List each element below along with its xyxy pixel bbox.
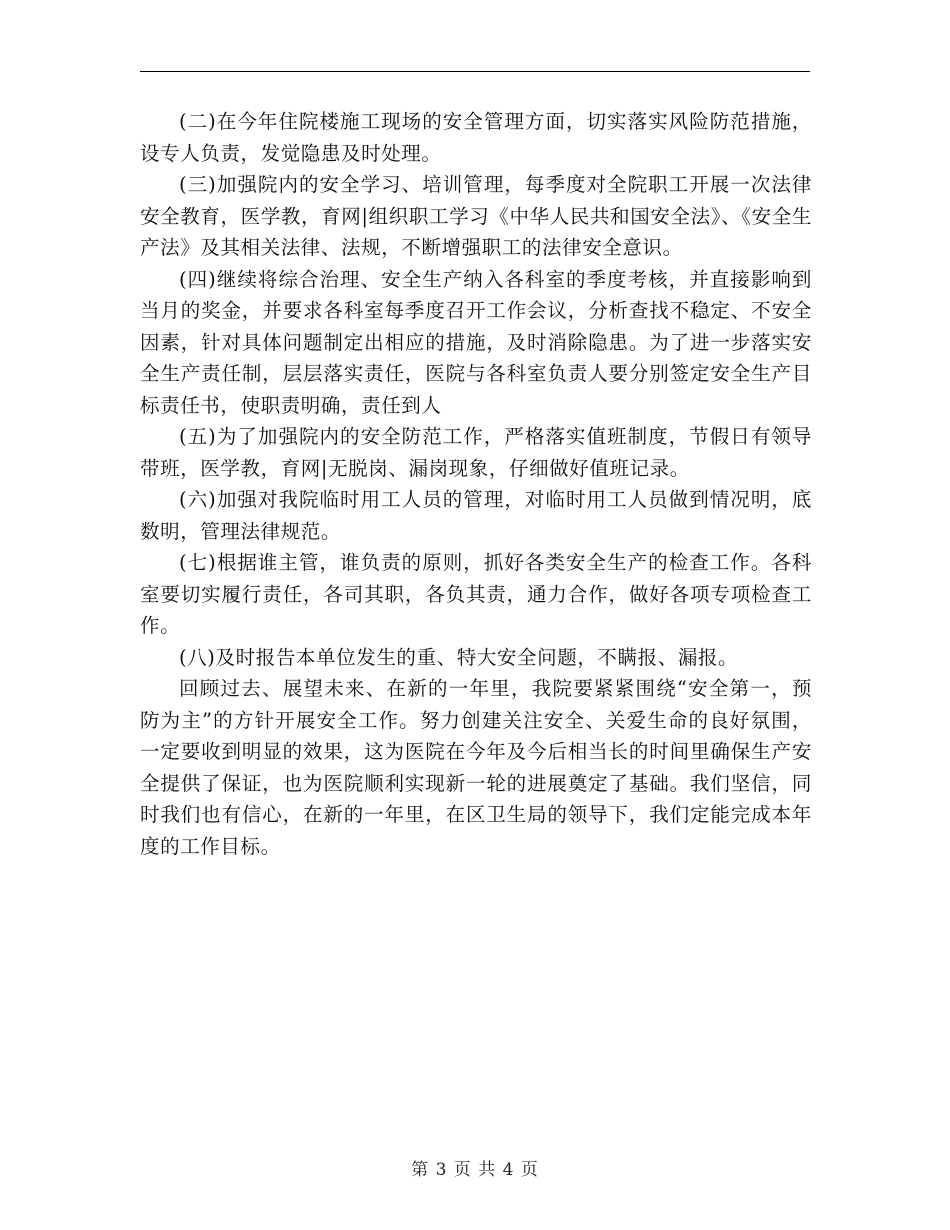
paragraph-item-8: (八)及时报告本单位发生的重、特大安全问题，不瞒报、漏报。 [179,645,739,669]
paragraph-item-3: (三)加强院内的安全学习、培训管理，每季度对全院职工开展一次法律安全教育，医学教，育网|组织职工学习《中华人民共和国安全法》、《安全生产法》及其相关法律、法规，不断增强职工的法律安全意识。 [140,173,812,259]
paragraph-item-5: (五)为了加强院内的安全防范工作，严格落实值班制度，节假日有领导带班，医学教，育网|无脱岗、漏岗现象，仔细做好值班记录。 [140,425,812,480]
paragraph-conclusion: 回顾过去、展望未来、在新的一年里，我院要紧紧围绕“安全第一，预防为主”的方针开展安全工作。努力创建关注安全、关爱生命的良好氛围，一定要收到明显的效果，这为医院在今年及今后相当长的时间里确保生产安全提供了保证，也为医院顺利实现新一轮的进展奠定了基础。我们坚信，同时我们也有信心，在新的一年里，在区卫生局的领导下，我们定能完成本年度的工作目标。 [140,677,812,858]
header-rule [140,71,810,72]
paragraph-item-4: (四)继续将综合治理、安全生产纳入各科室的季度考核，并直接影响到当月的奖金，并要求各科室每季度召开工作会议，分析查找不稳定、不安全因素，针对具体问题制定出相应的措施，及时消除隐患。为了进一步落实安全生产责任制，层层落实责任，医院与各科室负责人要分别签定安全生产目标责任书，使职责明确，责任到人 [140,267,812,417]
paragraph-item-6: (六)加强对我院临时用工人员的管理，对临时用工人员做到情况明，底数明，管理法律规范。 [140,488,812,543]
page-number-footer: 第 3 页 共 4 页 [411,1160,539,1180]
document-body [140,106,812,862]
paragraph-item-2: (二)在今年住院楼施工现场的安全管理方面，切实落实风险防范措施，设专人负责，发觉隐患及时处理。 [140,110,812,165]
paragraph-item-7: (七)根据谁主管，谁负责的原则，抓好各类安全生产的检查工作。各科室要切实履行责任，各司其职，各负其责，通力合作，做好各项专项检查工作。 [140,551,812,637]
